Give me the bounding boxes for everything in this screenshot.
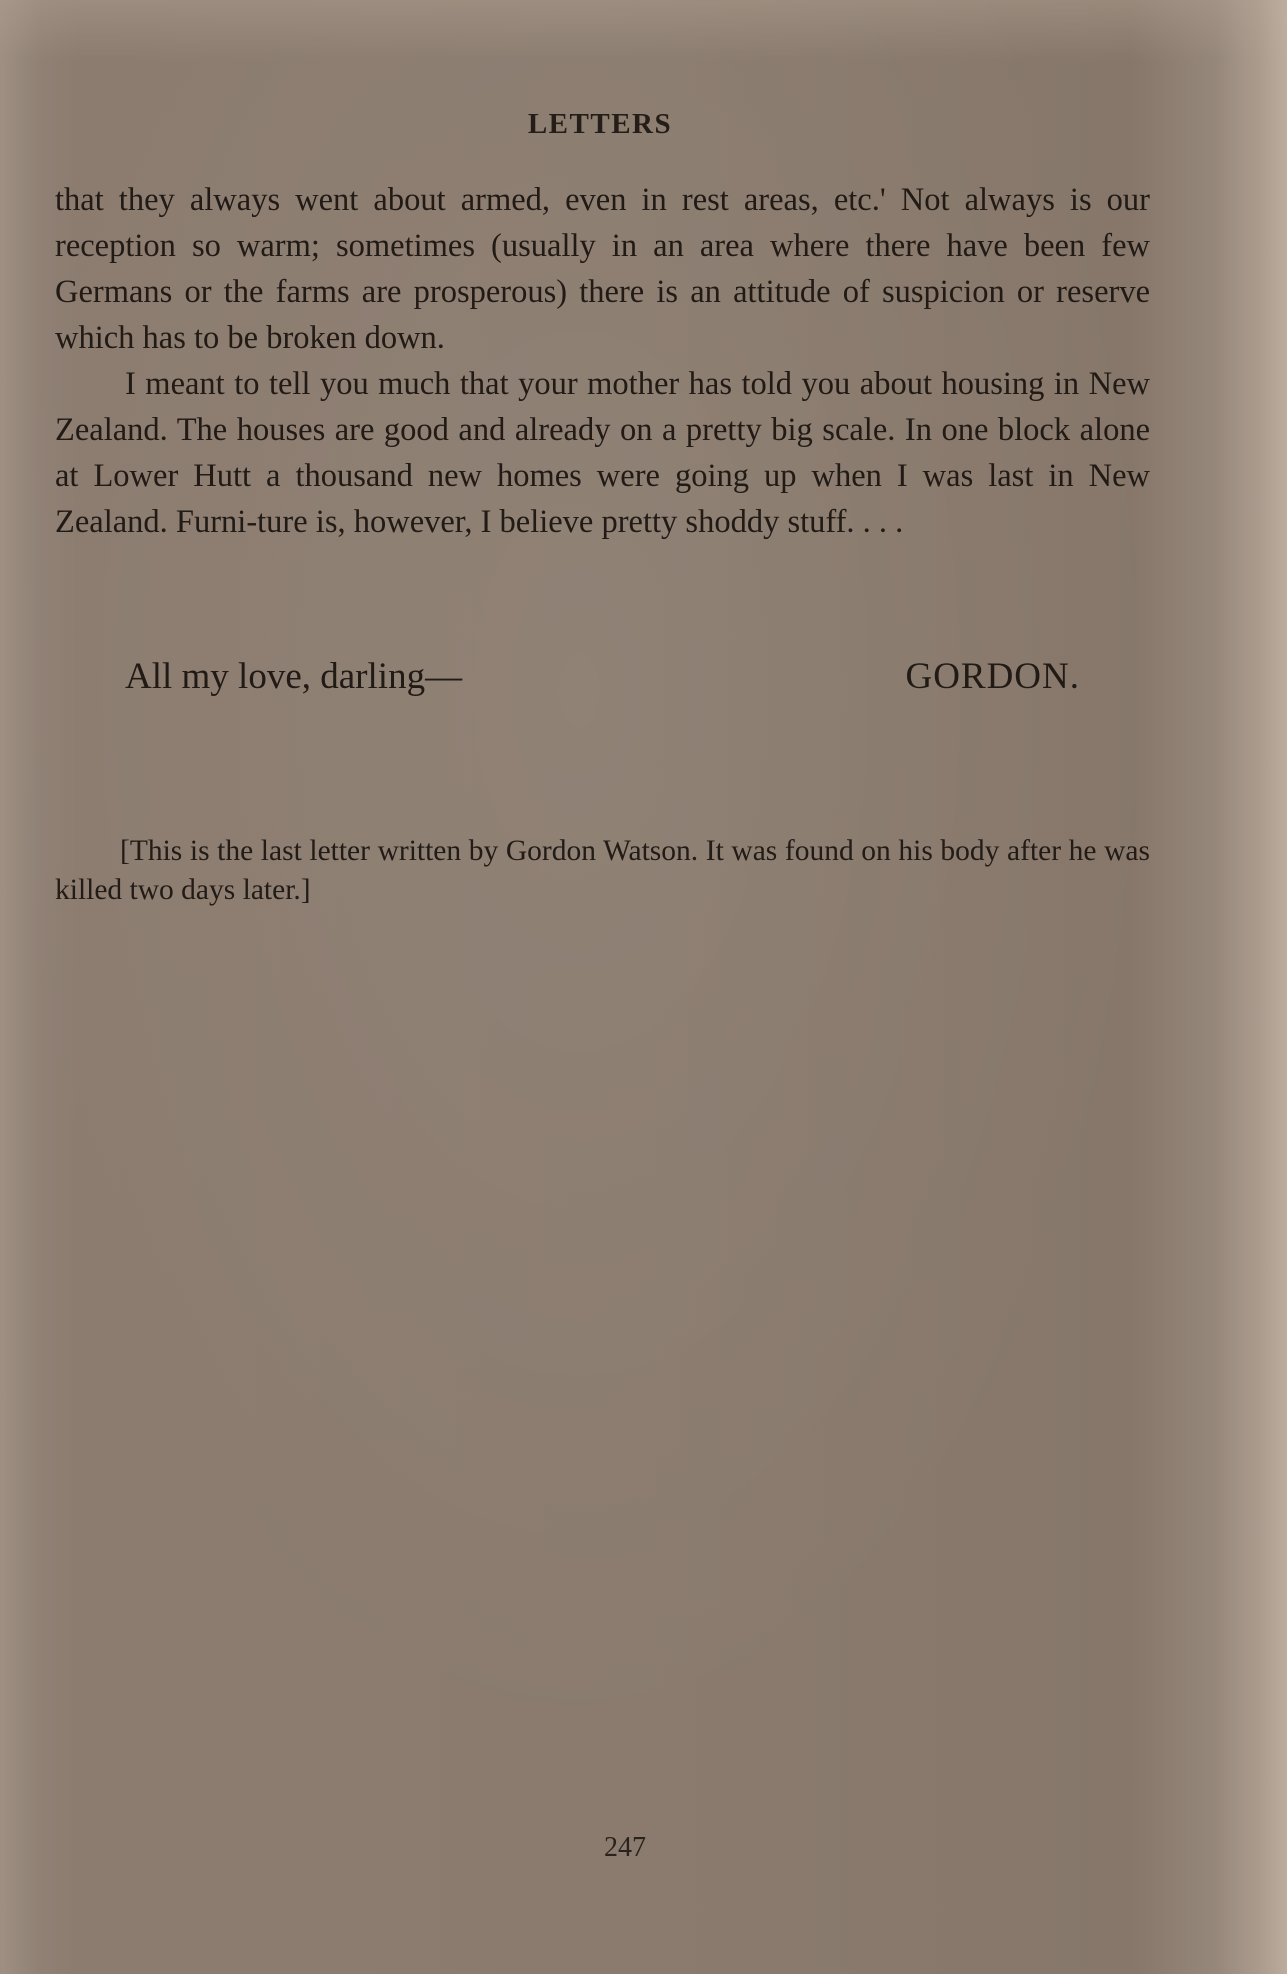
page-number: 247 — [604, 1832, 646, 1863]
signature: GORDON. — [905, 656, 1080, 697]
running-head: LETTERS — [527, 108, 673, 140]
editorial-note-text: [This is the last letter written by Gordon Watson. It was found on his body after he was killed two days later.] — [55, 835, 1150, 906]
paragraph-housing: I meant to tell you much that your mother has told you about housing in New Zealand. The houses are good and already on a pretty big scale. In one block alone at Lower Hutt a thousand new homes were going up when I was last in New Zealand. Furni-ture is, however, I believe pretty shoddy stuff. . . . — [55, 366, 1150, 540]
editorial-note — [55, 832, 1150, 910]
letter-body — [55, 177, 1150, 545]
paragraph-continuation: that they always went about armed, even in rest areas, etc.' Not always is our reception so warm; sometimes (usually in an area where there have been few Germans or the farms are prosperous) there is an attitude of suspicion or reserve which has to be broken down. — [55, 182, 1150, 356]
page-edge-right — [1217, 0, 1287, 1974]
letter-closing — [125, 655, 1080, 705]
page-edge-top — [0, 0, 1287, 60]
closing-salutation: All my love, darling— — [125, 656, 463, 697]
page-edge-left — [0, 0, 40, 1974]
